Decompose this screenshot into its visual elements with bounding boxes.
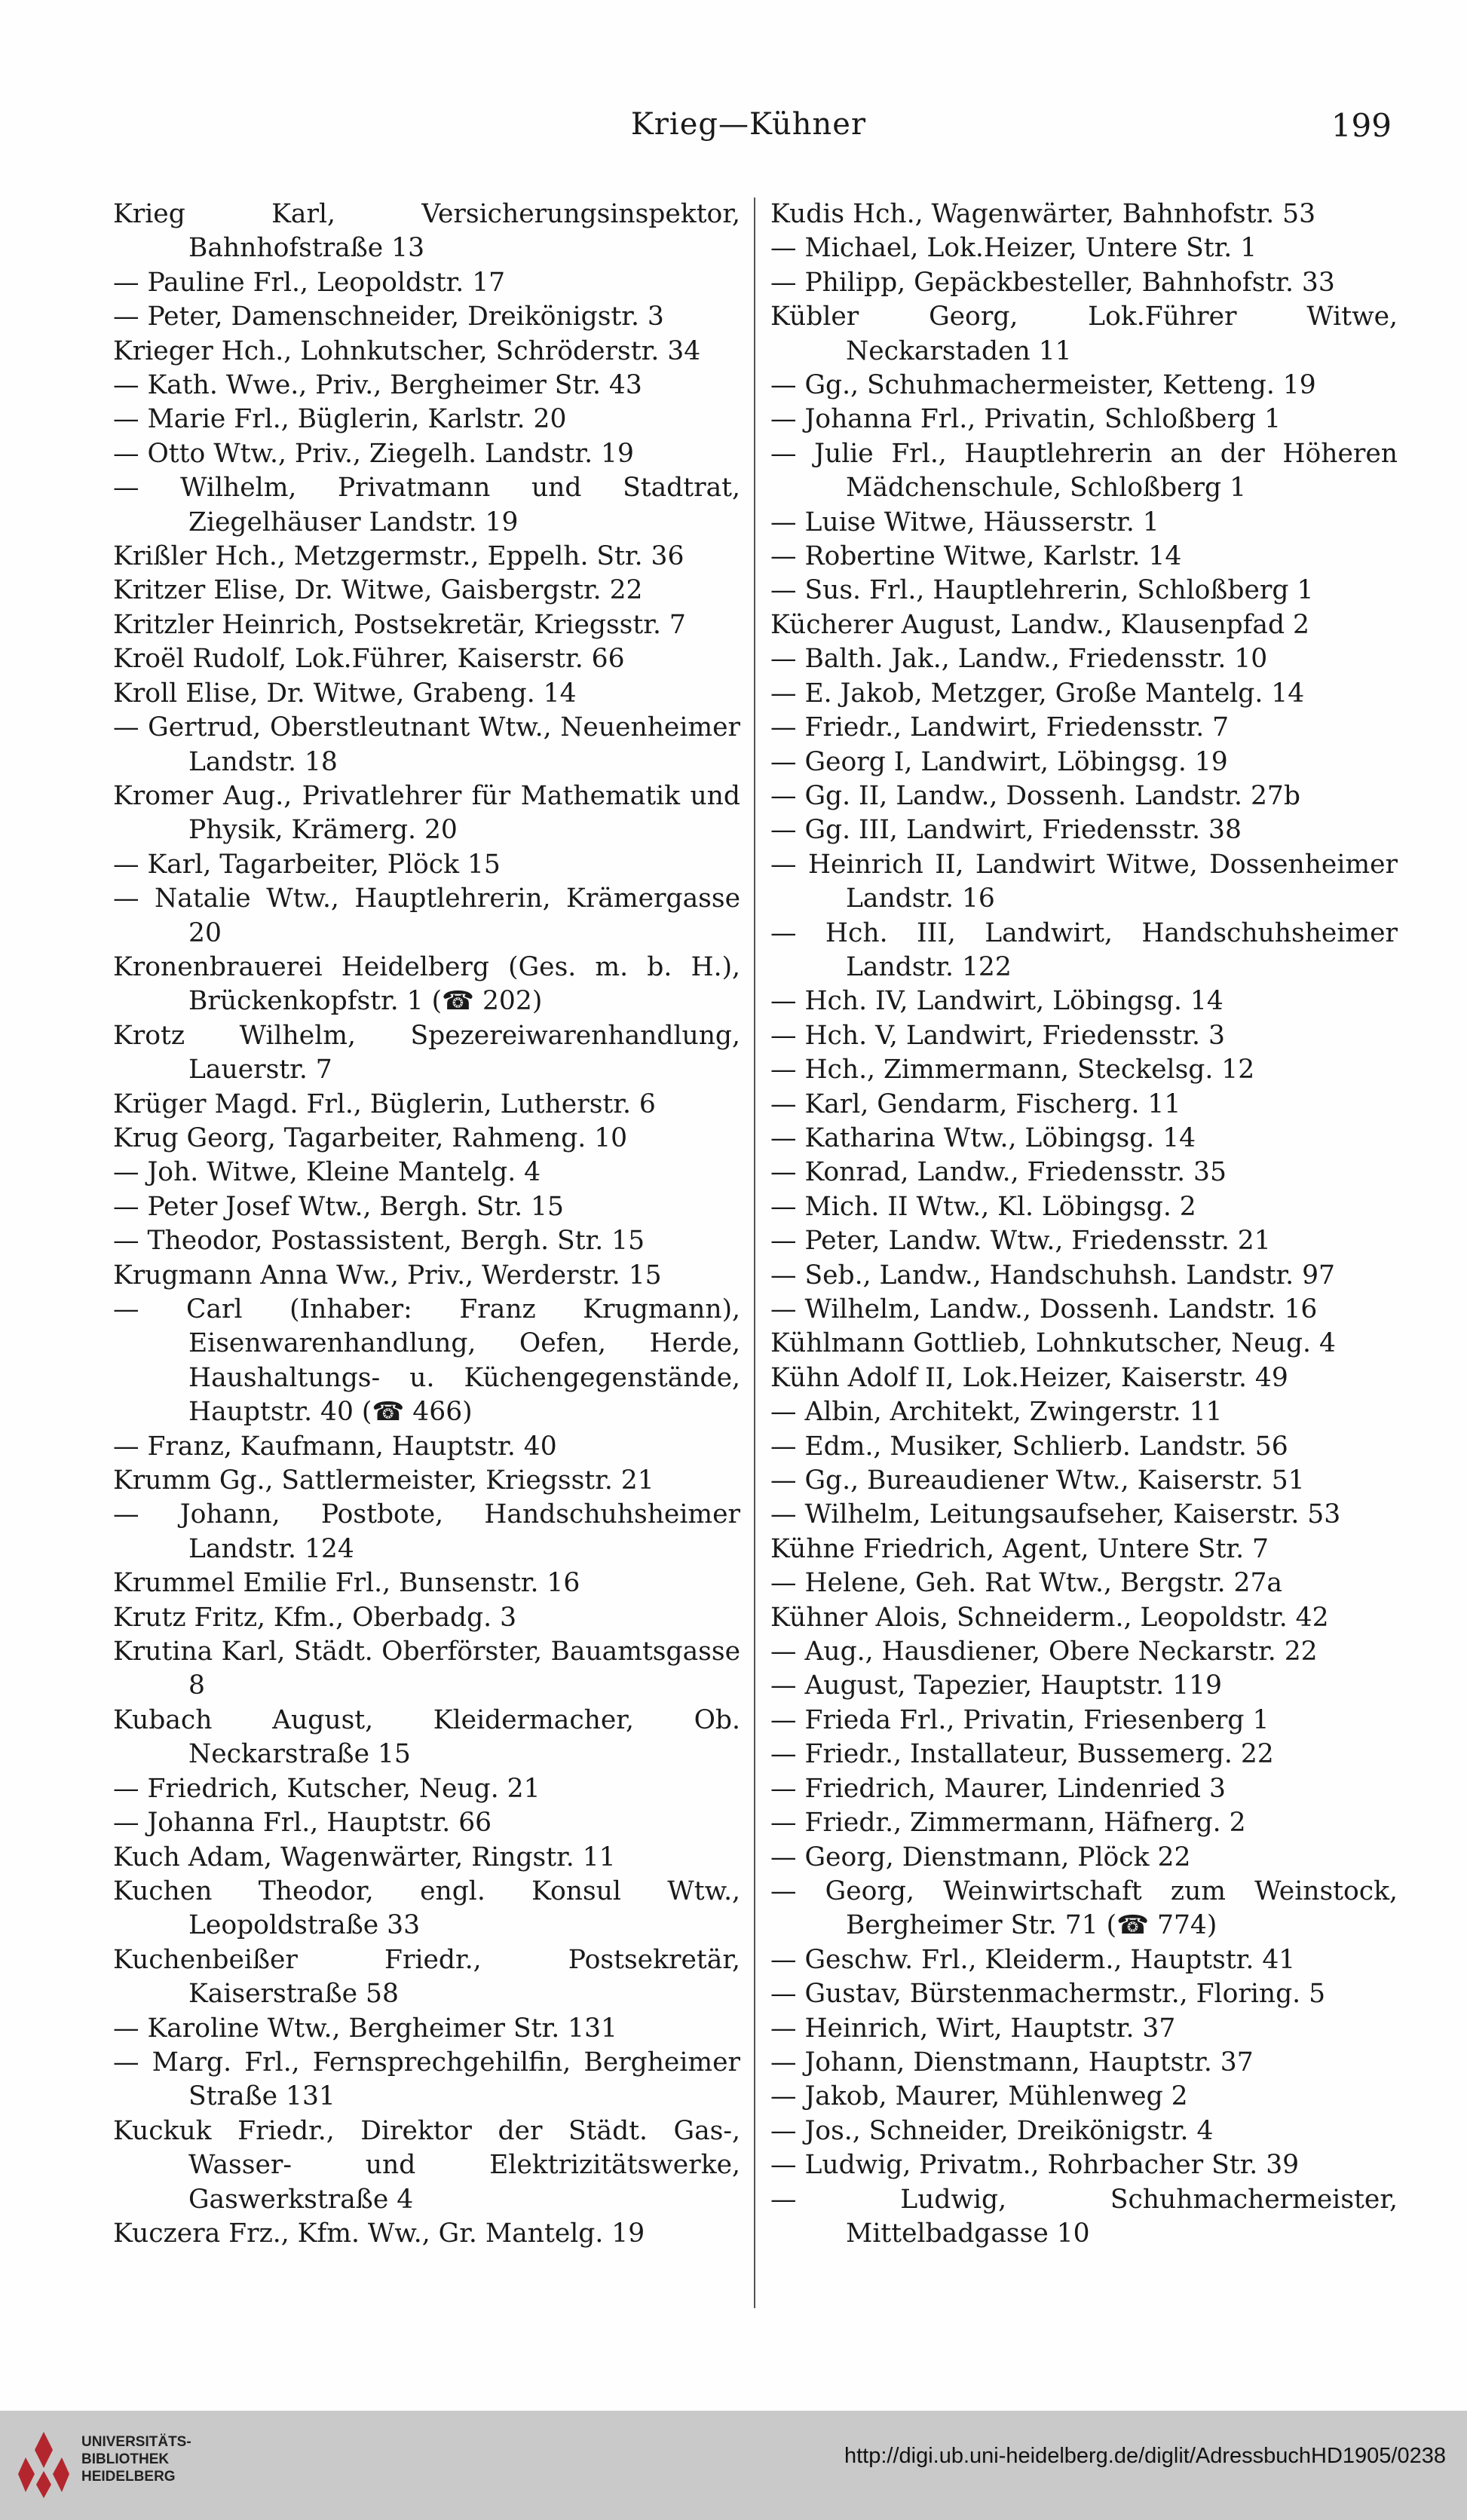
directory-entry: — Karoline Wtw., Bergheimer Str. 131 [113,2013,617,2044]
library-name-line: HEIDELBERG [81,2469,176,2485]
directory-entry: Kuchen Theodor, engl. Konsul Wtw., Leopoldstraße 33 [113,1875,740,1941]
directory-entry: — Philipp, Gepäckbesteller, Bahnhofstr. 33 [770,267,1335,298]
directory-entry: — Ludwig, Schuhmachermeister, Mittelbadgasse 10 [770,2184,1398,2249]
library-name [81,2433,191,2485]
directory-entry: — Balth. Jak., Landw., Friedensstr. 10 [770,644,1268,675]
directory-entry: — Gg. II, Landw., Dossenh. Landstr. 27b [770,780,1300,811]
library-name-line: BIBLIOTHEK [81,2451,170,2467]
directory-entry: — Peter, Damenschneider, Dreikönigstr. 3 [113,302,664,332]
directory-entry: Kromer Aug., Privatlehrer für Mathematik und Physik, Krämerg. 20 [113,780,740,846]
directory-entry: — Hch. III, Landwirt, Handschuhsheimer Landstr. 122 [770,917,1398,982]
directory-entry: — Konrad, Landw., Friedensstr. 35 [770,1157,1227,1188]
directory-entry: Kühne Friedrich, Agent, Untere Str. 7 [770,1533,1269,1564]
directory-entry: Krieg Karl, Versicherungsinspektor, Bahnhofstraße 13 [113,199,740,264]
directory-entry: — Gustav, Bürstenmachermstr., Floring. 5 [770,1979,1326,2010]
directory-entry: — Sus. Frl., Hauptlehrerin, Schloßberg 1 [770,575,1314,606]
directory-entry: Kroll Elise, Dr. Witwe, Grabeng. 14 [113,678,577,709]
directory-entry: — Georg, Weinwirtschaft zum Weinstock, Bergheimer Str. 71 (☎ 774) [770,1875,1398,1941]
directory-entry: Krieger Hch., Lohnkutscher, Schröderstr. 34 [113,335,701,366]
directory-entry: — Friedrich, Kutscher, Neug. 21 [113,1773,541,1804]
directory-entry: — Joh. Witwe, Kleine Mantelg. 4 [113,1157,541,1188]
directory-entry: Krumm Gg., Sattlermeister, Kriegsstr. 21 [113,1465,654,1496]
directory-entry: — Michael, Lok.Heizer, Untere Str. 1 [770,233,1257,264]
directory-entry: — Gertrud, Oberstleutnant Wtw., Neuenheimer Landstr. 18 [113,712,740,777]
directory-entry: — Wilhelm, Privatmann und Stadtrat, Ziegelhäuser Landstr. 19 [113,473,740,537]
directory-entry: — Georg I, Landwirt, Löbingsg. 19 [770,746,1228,777]
directory-entry: — Hch. V, Landwirt, Friedensstr. 3 [770,1020,1225,1051]
directory-entry: Krutz Fritz, Kfm., Oberbadg. 3 [113,1602,517,1633]
directory-entry: Kuczera Frz., Kfm. Ww., Gr. Mantelg. 19 [113,2218,645,2249]
directory-entry: — Gg., Schuhmachermeister, Ketteng. 19 [770,370,1316,401]
directory-entry: Kuckuk Friedr., Direktor der Städt. Gas-, Wasser- und Elektrizitätswerke, Gaswerkstraße 4 [113,2115,740,2215]
directory-entry: Kudis Hch., Wagenwärter, Bahnhofstr. 53 [770,199,1316,229]
directory-entry: — Wilhelm, Leitungsaufseher, Kaiserstr. 53 [770,1499,1341,1530]
directory-entry: Kuchenbeißer Friedr., Postsekretär, Kaiserstraße 58 [113,1944,740,2010]
directory-entry: — Franz, Kaufmann, Hauptstr. 40 [113,1431,557,1462]
directory-entry: — Carl (Inhaber: Franz Krugmann), Eisenwarenhandlung, Oefen, Herde, Haushaltungs- u. Küchengegenstände, Hauptstr. 40 (☎ 466) [113,1294,740,1428]
directory-entry: — Seb., Landw., Handschuhsh. Landstr. 97 [770,1260,1336,1291]
page-number: 199 [1331,107,1392,144]
directory-entry: — Hch., Zimmermann, Steckelsg. 12 [770,1055,1255,1085]
directory-entry: Krummel Emilie Frl., Bunsenstr. 16 [113,1568,580,1599]
directory-entry: — August, Tapezier, Hauptstr. 119 [770,1670,1222,1701]
directory-entry: Kuch Adam, Wagenwärter, Ringstr. 11 [113,1842,616,1872]
running-title: Krieg—Kühner [630,107,867,142]
directory-entry: — Mich. II Wtw., Kl. Löbingsg. 2 [770,1191,1196,1222]
directory-entry: — Karl, Tagarbeiter, Plöck 15 [113,849,501,880]
directory-entry: — Jos., Schneider, Dreikönigstr. 4 [770,2115,1214,2146]
directory-entry: — Marg. Frl., Fernsprechgehilfin, Bergheimer Straße 131 [113,2047,740,2112]
column-divider [754,197,755,2308]
directory-entry: Krugmann Anna Ww., Priv., Werderstr. 15 [113,1260,662,1291]
directory-entry: — Albin, Architekt, Zwingerstr. 11 [770,1397,1223,1428]
directory-entry: Krotz Wilhelm, Spezereiwarenhandlung, Lauerstr. 7 [113,1020,740,1085]
directory-entry: — Robertine Witwe, Karlstr. 14 [770,541,1182,572]
directory-entry: — Johanna Frl., Hauptstr. 66 [113,1808,492,1839]
directory-entry: — Jakob, Maurer, Mühlenweg 2 [770,2081,1188,2112]
directory-entry: — Heinrich II, Landwirt Witwe, Dossenheimer Landstr. 16 [770,849,1398,914]
source-url-link[interactable]: http://digi.ub.uni-heidelberg.de/diglit/AdressbuchHD1905/0238 [844,2444,1446,2468]
directory-entry: — Johanna Frl., Privatin, Schloßberg 1 [770,404,1282,435]
directory-entry: — Wilhelm, Landw., Dossenh. Landstr. 16 [770,1294,1318,1324]
directory-entry: — Ludwig, Privatm., Rohrbacher Str. 39 [770,2150,1300,2181]
directory-entry: Kubach August, Kleidermacher, Ob. Neckarstraße 15 [113,1704,740,1770]
directory-entry: Krüger Magd. Frl., Büglerin, Lutherstr. 6 [113,1089,656,1119]
directory-entry: — Gg. III, Landwirt, Friedensstr. 38 [770,815,1242,846]
directory-entry: Kronenbrauerei Heidelberg (Ges. m. b. H.), Brückenkopfstr. 1 (☎ 202) [113,951,740,1017]
page-header [106,107,1392,152]
directory-entry: — Helene, Geh. Rat Wtw., Bergstr. 27a [770,1568,1282,1599]
directory-entry: — Marie Frl., Büglerin, Karlstr. 20 [113,404,567,435]
directory-entry: — Friedr., Installateur, Bussemerg. 22 [770,1739,1274,1770]
right-column [770,197,1398,2308]
left-column [113,197,740,2308]
directory-entry: — Aug., Hausdiener, Obere Neckarstr. 22 [770,1637,1318,1667]
directory-entry: Kücherer August, Landw., Klausenpfad 2 [770,609,1309,640]
directory-entry: — Edm., Musiker, Schlierb. Landstr. 56 [770,1431,1288,1462]
directory-entry: Kühlmann Gottlieb, Lohnkutscher, Neug. 4 [770,1328,1336,1359]
directory-entry: — Katharina Wtw., Löbingsg. 14 [770,1122,1196,1153]
directory-entry: — Peter Josef Wtw., Bergh. Str. 15 [113,1191,564,1222]
directory-entry: Kritzler Heinrich, Postsekretär, Kriegsstr. 7 [113,609,686,640]
directory-entry: — Friedr., Landwirt, Friedensstr. 7 [770,712,1230,743]
directory-entry: — Natalie Wtw., Hauptlehrerin, Krämergasse 20 [113,883,740,948]
directory-entry: — Heinrich, Wirt, Hauptstr. 37 [770,2013,1176,2044]
directory-entry: Krißler Hch., Metzgermstr., Eppelh. Str. 36 [113,541,684,572]
directory-entry: — Johann, Dienstmann, Hauptstr. 37 [770,2047,1254,2078]
directory-entry: — Theodor, Postassistent, Bergh. Str. 15 [113,1226,645,1257]
directory-entry: — E. Jakob, Metzger, Große Mantelg. 14 [770,678,1305,709]
directory-entry: — Georg, Dienstmann, Plöck 22 [770,1842,1191,1872]
library-name-line: UNIVERSITÄTS- [81,2434,191,2450]
directory-entry: — Friedr., Zimmermann, Häfnerg. 2 [770,1808,1246,1839]
directory-entry: Kübler Georg, Lok.Führer Witwe, Neckarstaden 11 [770,302,1398,366]
directory-entry: — Julie Frl., Hauptlehrerin an der Höheren Mädchenschule, Schloßberg 1 [770,438,1398,504]
directory-entry: — Hch. IV, Landwirt, Löbingsg. 14 [770,986,1224,1017]
directory-entry: — Frieda Frl., Privatin, Friesenberg 1 [770,1704,1269,1735]
directory-entry: — Kath. Wwe., Priv., Bergheimer Str. 43 [113,370,642,401]
directory-entry: — Geschw. Frl., Kleiderm., Hauptstr. 41 [770,1944,1296,1975]
university-library-logo-icon [14,2427,74,2500]
directory-entry: Krug Georg, Tagarbeiter, Rahmeng. 10 [113,1122,628,1153]
directory-entry: Kroël Rudolf, Lok.Führer, Kaiserstr. 66 [113,644,625,675]
directory-entry: — Johann, Postbote, Handschuhsheimer Landstr. 124 [113,1499,740,1564]
directory-entry: Kühner Alois, Schneiderm., Leopoldstr. 42 [770,1602,1329,1633]
directory-entry: — Peter, Landw. Wtw., Friedensstr. 21 [770,1226,1271,1257]
directory-entry: Kühn Adolf II, Lok.Heizer, Kaiserstr. 49 [770,1362,1288,1393]
directory-entry: — Pauline Frl., Leopoldstr. 17 [113,267,506,298]
directory-entry: — Luise Witwe, Häusserstr. 1 [770,507,1159,537]
directory-entry: Krutina Karl, Städt. Oberförster, Bauamtsgasse 8 [113,1637,740,1701]
footer-bar [0,2411,1467,2520]
directory-entry: — Otto Wtw., Priv., Ziegelh. Landstr. 19 [113,438,634,469]
directory-entry: — Gg., Bureaudiener Wtw., Kaiserstr. 51 [770,1465,1305,1496]
directory-entry: Kritzer Elise, Dr. Witwe, Gaisbergstr. 22 [113,575,643,606]
directory-entry: — Friedrich, Maurer, Lindenried 3 [770,1773,1226,1804]
directory-entry: — Karl, Gendarm, Fischerg. 11 [770,1089,1181,1119]
